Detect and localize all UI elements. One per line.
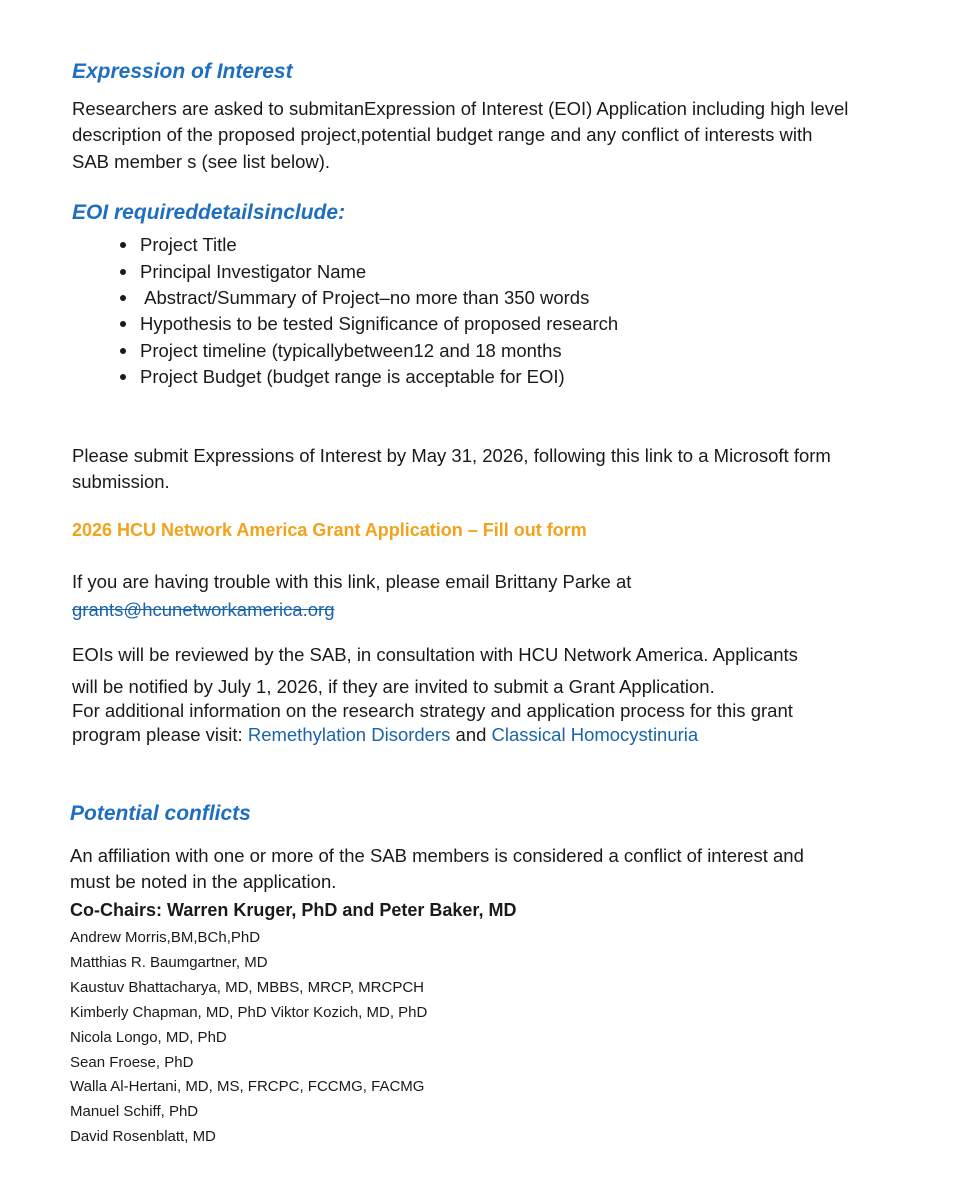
co-chairs: Co-Chairs: Warren Kruger, PhD and Peter Baker, MD	[70, 900, 517, 920]
member-item: David Rosenblatt, MD	[70, 1128, 216, 1145]
list-item: Hypothesis to be tested Significance of proposed research	[140, 313, 618, 335]
submit-text-line-2: submission.	[72, 471, 170, 492]
eoi-text-line-2: description of the proposed project,potential budget range and any conflict of interests with	[72, 124, 813, 145]
member-item: Sean Froese, PhD	[70, 1054, 194, 1071]
bullet-icon	[120, 269, 126, 275]
bullet-icon	[120, 242, 126, 248]
details-heading: EOI requireddetailsinclude:	[72, 201, 346, 224]
remethylation-disorders-link[interactable]: Remethylation Disorders	[247, 724, 451, 745]
list-item: Project timeline (typicallybetween12 and 18 months	[140, 340, 562, 362]
info-text-line-1: For additional information on the research strategy and application process for this grant	[72, 700, 793, 721]
eoi-heading: Expression of Interest	[72, 60, 293, 83]
info-text-line-2	[72, 722, 698, 748]
member-item: Walla Al-Hertani, MD, MS, FRCPC, FCCMG, FACMG	[70, 1078, 425, 1095]
classical-homocystinuria-link[interactable]: Classical Homocystinuria	[491, 724, 699, 745]
member-item: Andrew Morris,BM,BCh,PhD	[70, 929, 261, 946]
review-text-line-1: EOIs will be reviewed by the SAB, in consultation with HCU Network America. Applicants	[72, 644, 798, 665]
list-item: Principal Investigator Name	[140, 261, 366, 283]
member-item: Kaustuv Bhattacharya, MD, MBBS, MRCP, MRCPCH	[70, 979, 424, 996]
and-text: and	[450, 724, 492, 745]
bullet-icon	[120, 295, 126, 301]
member-item: Kimberly Chapman, MD, PhD Viktor Kozich, MD, PhD	[70, 1004, 428, 1021]
conflicts-text-line-1: An affiliation with one or more of the SAB members is considered a conflict of interest and	[70, 845, 804, 866]
member-item: Matthias R. Baumgartner, MD	[70, 954, 268, 971]
list-item: Project Budget (budget range is acceptable for EOI)	[140, 366, 565, 388]
member-item: Manuel Schiff, PhD	[70, 1103, 199, 1120]
grant-application-form-link[interactable]: 2026 HCU Network America Grant Application – Fill out form	[72, 520, 587, 540]
bullet-icon	[120, 321, 126, 327]
review-text-line-2: will be notified by July 1, 2026, if they are invited to submit a Grant Application.	[72, 676, 715, 697]
eoi-text-line-1: Researchers are asked to submitanExpression of Interest (EOI) Application including high level	[72, 98, 849, 119]
list-item: Abstract/Summary of Project–no more than 350 words	[140, 287, 589, 309]
conflicts-heading: Potential conflicts	[70, 802, 251, 825]
info-prefix: program please visit:	[72, 724, 248, 745]
list-item: Project Title	[140, 234, 237, 256]
eoi-text-line-3: SAB member s (see list below).	[72, 151, 331, 172]
trouble-text: If you are having trouble with this link, please email Brittany Parke at	[72, 571, 632, 592]
conflicts-text-line-2: must be noted in the application.	[70, 871, 337, 892]
submit-text-line-1: Please submit Expressions of Interest by May 31, 2026, following this link to a Microsoft form	[72, 445, 831, 466]
bullet-icon	[120, 348, 126, 354]
grants-email-link[interactable]: grants@hcunetworkamerica.org	[72, 599, 335, 620]
bullet-icon	[120, 374, 126, 380]
member-item: Nicola Longo, MD, PhD	[70, 1029, 227, 1046]
